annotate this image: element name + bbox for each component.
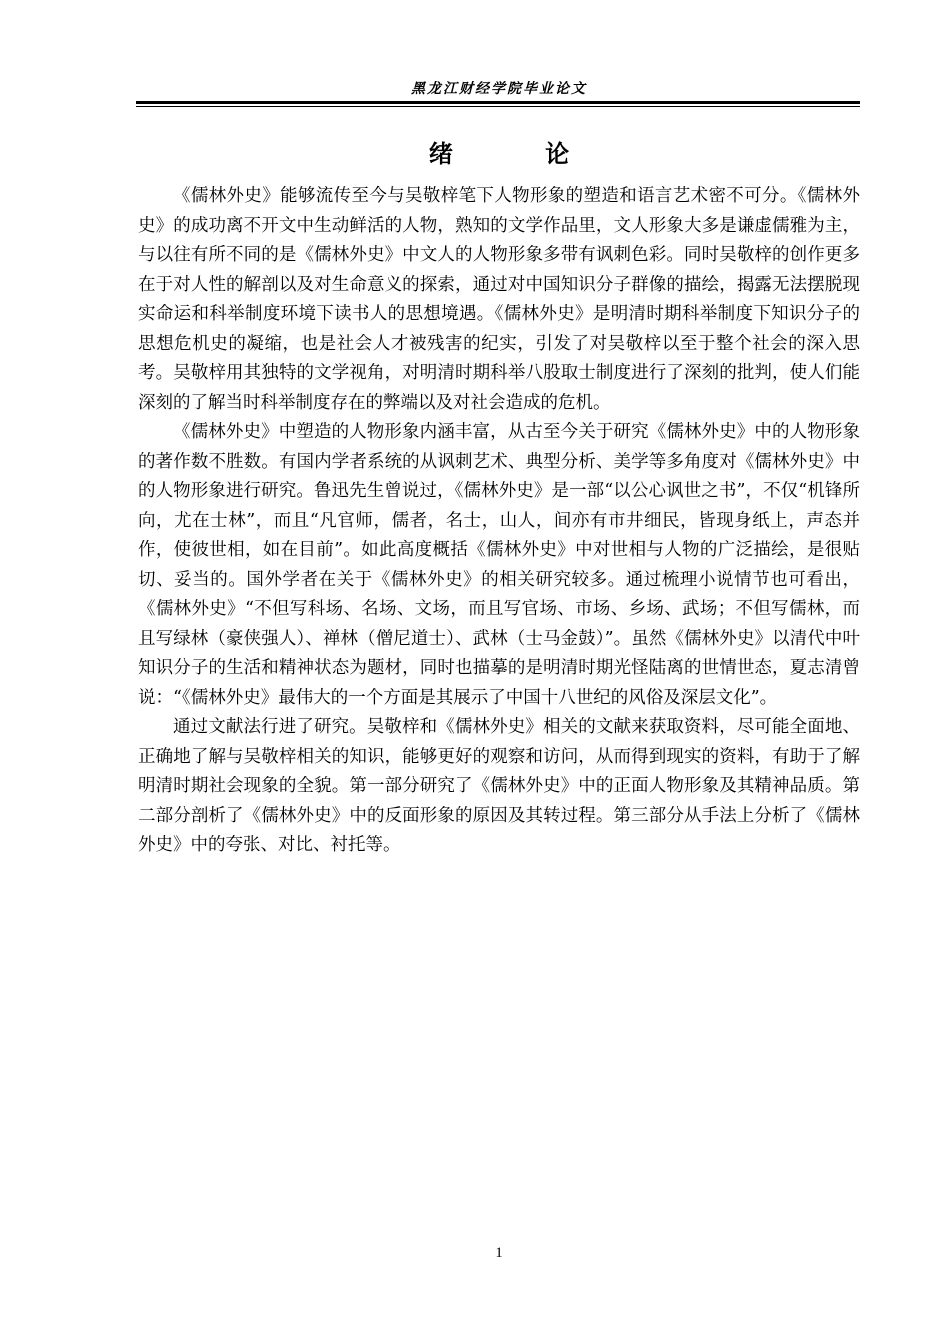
header-rule-thick <box>136 101 860 104</box>
header-rule-thin <box>136 106 860 107</box>
paragraph-3: 通过文献法行进了研究。吴敬梓和《儒林外史》相关的文献来获取资料，尽可能全面地、正确地了解与吴敬梓相关的知识，能够更好的观察和访问，从而得到现实的资料，有助于了解明清时期社会现象的全貌。第一部分研究了《儒林外史》中的正面人物形象及其精神品质。第二部分剖析了《儒林外史》中的反面形象的原因及其转过程。第三部分从手法上分析了《儒林外史》中的夸张、对比、衬托等。 <box>138 717 860 855</box>
section-title: 绪 论 <box>428 140 612 168</box>
page-number: 1 <box>495 1245 503 1261</box>
paragraph-2: 《儒林外史》中塑造的人物形象内涵丰富，从古至今关于研究《儒林外史》中的人物形象的著作数不胜数。有国内学者系统的从讽刺艺术、典型分析、美学等多角度对《儒林外史》中的人物形象进行研究。鲁迅先生曾说过，《儒林外史》是一部“以公心讽世之书”，不仅“机锋所向，尤在士林”，而且“凡官师，儒者，名士，山人，间亦有市井细民，皆现身纸上，声态并作，使彼世相，如在目前”。如此高度概括《儒林外史》中对世相与人物的广泛描绘，是很贴切、妥当的。国外学者在关于《儒林外史》的相关研究较多。通过梳理小说情节也可看出，《儒林外史》“不但写科场、名场、文场，而且写官场、市场、乡场、武场；不但写儒林，而且写绿林（豪侠强人）、禅林（僧尼道士）、武林（士马金鼓）”。虽然《儒林外史》以清代中叶知识分子的生活和精神状态为题材，同时也描摹的是明清时期光怪陆离的世情世态，夏志清曾说：“《儒林外史》最伟大的一个方面是其展示了中国十八世纪的风俗及深层文化”。 <box>138 422 860 708</box>
paragraph-1: 《儒林外史》能够流传至今与吴敬梓笔下人物形象的塑造和语言艺术密不可分。《儒林外史》的成功离不开文中生动鲜活的人物，熟知的文学作品里，文人形象大多是谦虚儒雅为主，与以往有所不同的是《儒林外史》中文人的人物形象多带有讽刺色彩。同时吴敬梓的创作更多在于对人性的解剖以及对生命意义的探索，通过对中国知识分子群像的描绘，揭露无法摆脱现实命运和科举制度环境下读书人的思想境遇。《儒林外史》是明清时期科举制度下知识分子的思想危机史的凝缩，也是社会人才被残害的纪实，引发了对吴敬梓以至于整个社会的深入思考。吴敬梓用其独特的文学视角，对明清时期科举八股取士制度进行了深刻的批判，使人们能深刻的了解当时科举制度存在的弊端以及对社会造成的危机。 <box>138 186 860 413</box>
running-header: 黑龙江财经学院毕业论文 <box>411 81 587 97</box>
body-text <box>138 182 860 861</box>
